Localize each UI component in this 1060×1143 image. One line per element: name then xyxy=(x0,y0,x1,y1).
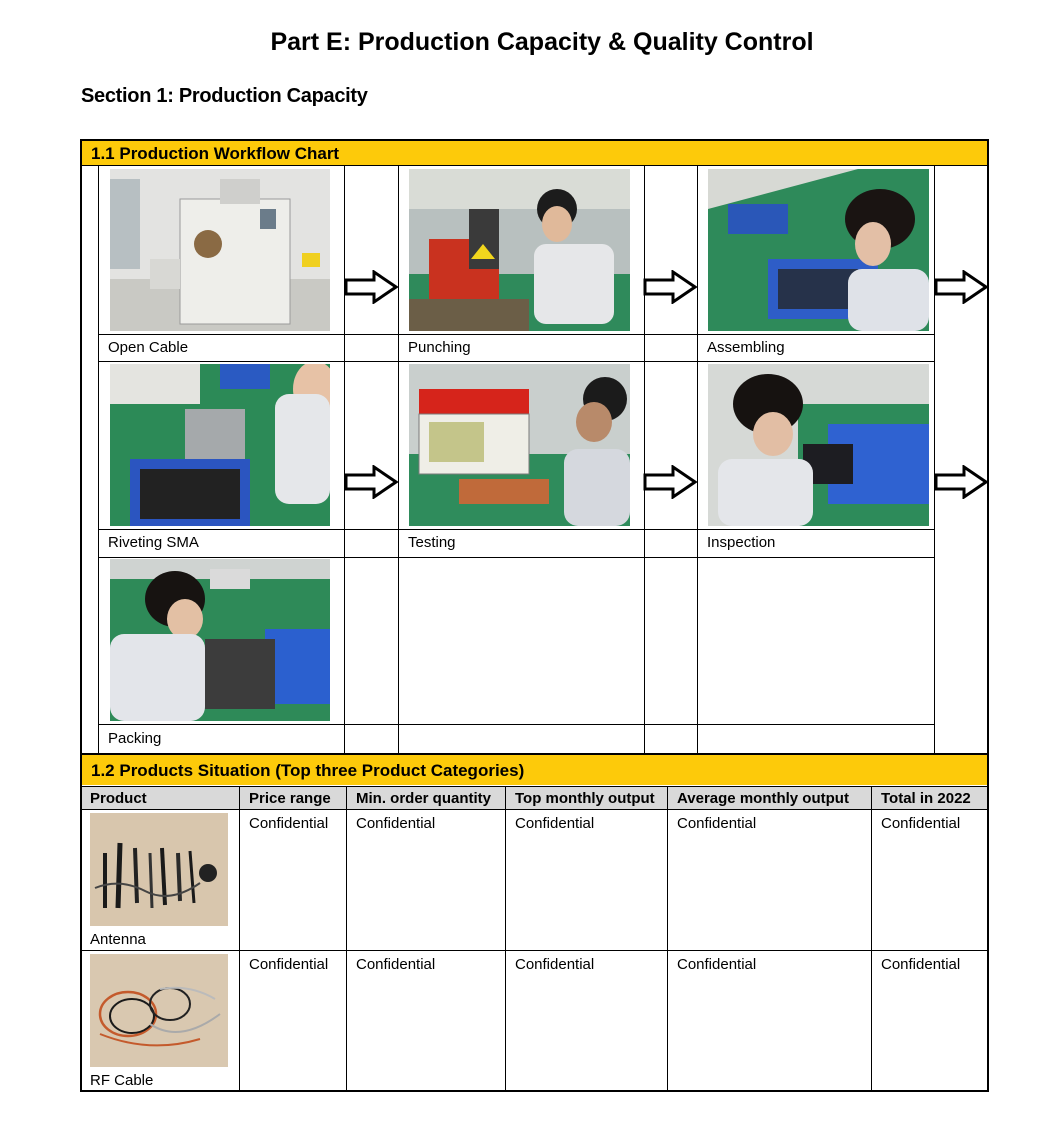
antenna-min-order-quantity: Confidential xyxy=(356,815,436,832)
right-arrow-icon xyxy=(934,270,988,304)
rf-cable-min-order-quantity: Confidential xyxy=(356,956,436,973)
step-label-open-cable: Open Cable xyxy=(108,339,189,356)
column-header-min-order-quantity: Min. order quantity xyxy=(356,790,491,807)
grid-line xyxy=(98,361,935,362)
antenna-price-range: Confidential xyxy=(249,815,329,832)
rf-cable-name: RF Cable xyxy=(90,1072,154,1089)
worker-packing-photo xyxy=(110,559,330,721)
products-heading: 1.2 Products Situation (Top three Product Categories) xyxy=(82,755,987,785)
rf-cable-top-monthly-output: Confidential xyxy=(515,956,595,973)
grid-line xyxy=(667,786,668,1091)
step-label-inspection: Inspection xyxy=(707,534,776,551)
antenna-name: Antenna xyxy=(90,931,146,948)
rf-cable-price-range: Confidential xyxy=(249,956,329,973)
grid-line xyxy=(98,724,935,725)
workflow-heading: 1.1 Production Workflow Chart xyxy=(82,141,987,166)
right-arrow-icon xyxy=(344,270,398,304)
grid-line xyxy=(697,166,698,753)
antenna-top-monthly-output: Confidential xyxy=(515,815,595,832)
rf-cable-total-2022: Confidential xyxy=(881,956,961,973)
grid-line xyxy=(644,166,645,753)
grid-line xyxy=(239,786,240,1091)
step-label-packing: Packing xyxy=(108,730,162,747)
step-label-riveting-sma: Riveting SMA xyxy=(108,534,199,551)
grid-line xyxy=(505,786,506,1091)
grid-line xyxy=(934,166,935,753)
rf-cable-average-monthly-output: Confidential xyxy=(677,956,757,973)
page-title: Part E: Production Capacity & Quality Control xyxy=(270,28,814,56)
worker-inspection-photo xyxy=(708,364,929,526)
column-header-product: Product xyxy=(90,790,147,807)
right-arrow-icon xyxy=(934,465,988,499)
antenna-product-photo xyxy=(90,813,228,926)
antenna-total-2022: Confidential xyxy=(881,815,961,832)
section-title: Section 1: Production Capacity xyxy=(81,85,368,107)
grid-line xyxy=(98,529,935,530)
cable-cutting-machine-photo xyxy=(110,169,330,331)
rf-cable-product-photo xyxy=(90,954,228,1067)
grid-line xyxy=(871,786,872,1091)
worker-assembling-photo xyxy=(708,169,929,331)
grid-line xyxy=(344,166,345,753)
step-label-punching: Punching xyxy=(408,339,471,356)
right-arrow-icon xyxy=(643,465,697,499)
grid-line xyxy=(82,950,987,951)
grid-line xyxy=(98,557,935,558)
grid-line xyxy=(98,334,935,335)
grid-line xyxy=(398,166,399,753)
column-header-top-monthly-output: Top monthly output xyxy=(515,790,655,807)
column-header-average-monthly-output: Average monthly output xyxy=(677,790,849,807)
grid-line xyxy=(346,786,347,1091)
worker-punching-machine-photo xyxy=(409,169,630,331)
step-label-testing: Testing xyxy=(408,534,456,551)
antenna-average-monthly-output: Confidential xyxy=(677,815,757,832)
right-arrow-icon xyxy=(344,465,398,499)
grid-line xyxy=(98,166,99,753)
right-arrow-icon xyxy=(643,270,697,304)
step-label-assembling: Assembling xyxy=(707,339,785,356)
network-analyzer-testing-photo xyxy=(409,364,630,526)
column-header-price-range: Price range xyxy=(249,790,331,807)
worker-riveting-photo xyxy=(110,364,330,526)
column-header-total-2022: Total in 2022 xyxy=(881,790,971,807)
